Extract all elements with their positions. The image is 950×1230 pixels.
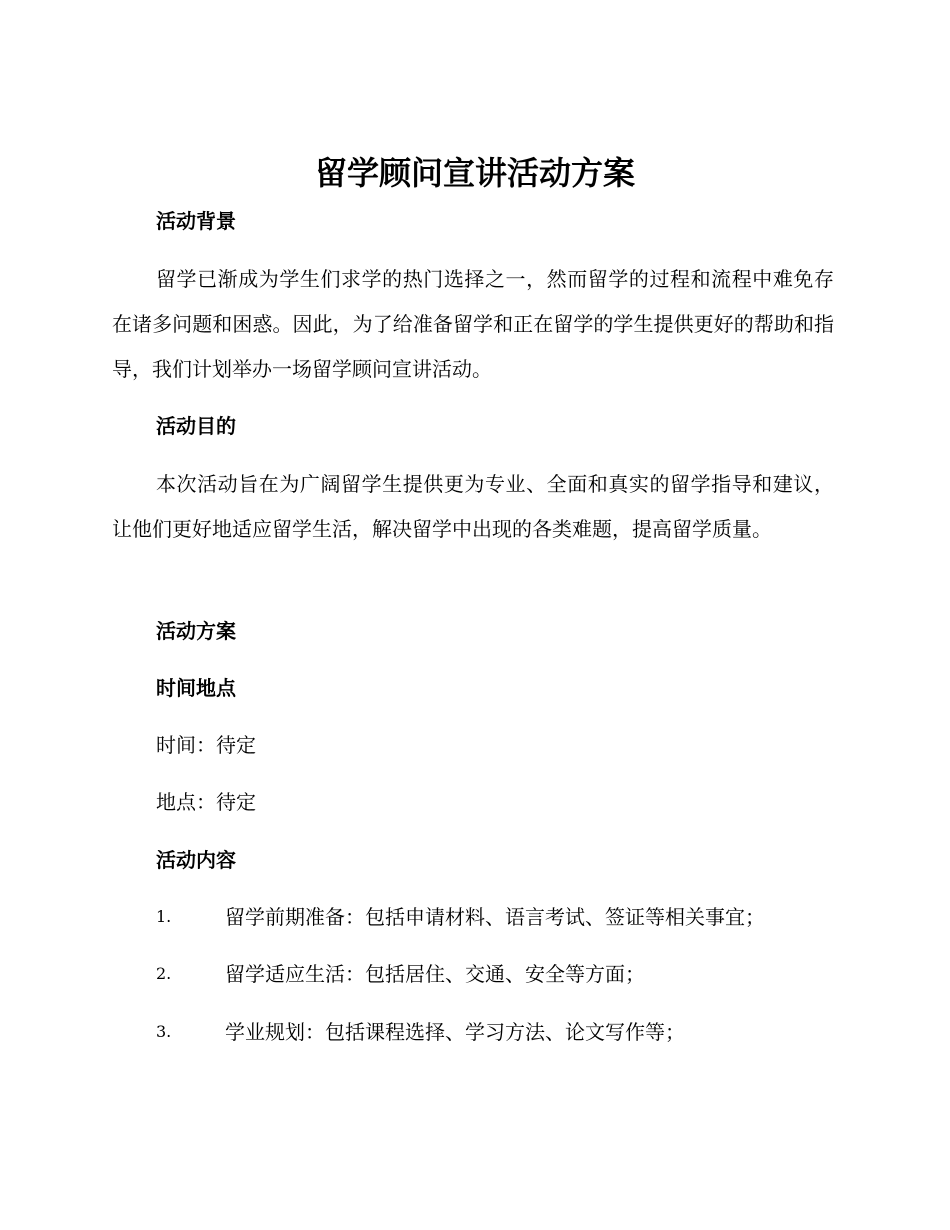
section-heading-plan: 活动方案	[156, 619, 236, 643]
section-heading-time-place: 时间地点	[156, 676, 236, 700]
list-item-number: 2.	[156, 964, 172, 983]
list-item-text: 留学前期准备：包括申请材料、语言考试、签证等相关事宜；	[225, 905, 765, 929]
purpose-paragraph: 本次活动旨在为广阔留学生提供更为专业、全面和真实的留学指导和建议，让他们更好地适应留学生活，解决留学中出现的各类难题，提高留学质量。	[112, 472, 834, 541]
list-item-number: 3.	[156, 1022, 172, 1041]
section-heading-background: 活动背景	[156, 209, 236, 233]
place-line: 地点：待定	[156, 790, 256, 814]
list-item-text: 留学适应生活：包括居住、交通、安全等方面；	[225, 962, 645, 986]
time-line: 时间：待定	[156, 733, 256, 757]
document-title: 留学顾问宣讲活动方案	[314, 154, 635, 192]
list-item-text: 学业规划：包括课程选择、学习方法、论文写作等；	[225, 1020, 685, 1044]
background-paragraph: 留学已渐成为学生们求学的热门选择之一，然而留学的过程和流程中难免存在诸多问题和困惑。因此，为了给准备留学和正在留学的学生提供更好的帮助和指导，我们计划举办一场留学顾问宣讲活动。	[112, 267, 834, 381]
section-heading-purpose: 活动目的	[156, 414, 236, 438]
section-heading-content: 活动内容	[156, 848, 236, 872]
list-item-number: 1.	[156, 907, 172, 926]
